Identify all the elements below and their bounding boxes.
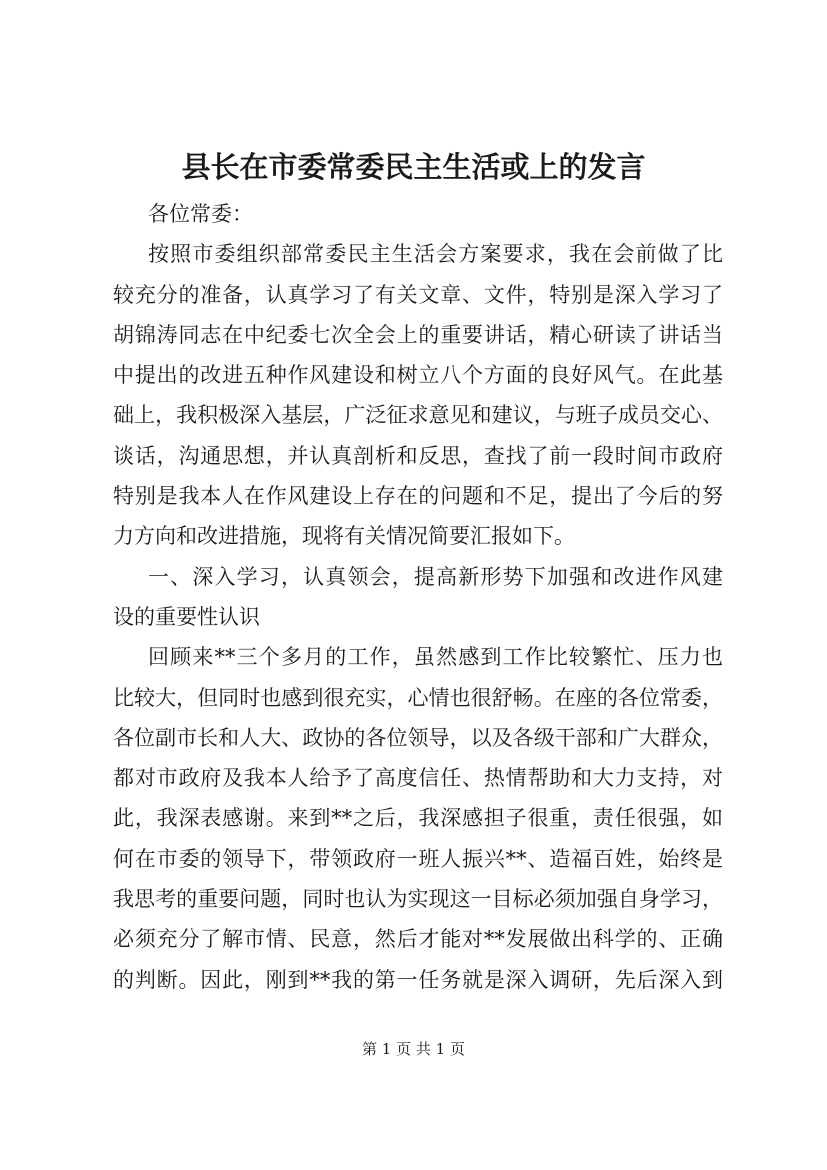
document-title: 县长在市委常委民主生活或上的发言 bbox=[181, 150, 646, 184]
body-line: 按照市委组织部常委民主生活会方案要求，我在会前做了比 bbox=[148, 242, 723, 267]
body-line: 比较大，但同时也感到很充实，心情也很舒畅。在座的各位常委， bbox=[113, 685, 723, 710]
body-line: 力方向和改进措施，现将有关情况简要汇报如下。 bbox=[113, 524, 575, 549]
body-line: 特别是我本人在作风建设上存在的问题和不足，提出了今后的努 bbox=[113, 484, 723, 509]
body-line: 中提出的改进五种作风建设和树立八个方面的良好风气。在此基 bbox=[113, 363, 723, 388]
body-line: 谈话，沟通思想，并认真剖析和反思，查找了前一段时间市政府 bbox=[113, 443, 723, 468]
body-line: 的判断。因此，刚到**我的第一任务就是深入调研，先后深入到 bbox=[113, 967, 723, 992]
body-line: 一、深入学习，认真领会，提高新形势下加强和改进作风建 bbox=[148, 564, 723, 589]
body-line: 必须充分了解市情、民意，然后才能对**发展做出科学的、正确 bbox=[113, 927, 723, 952]
body-line: 较充分的准备，认真学习了有关文章、文件，特别是深入学习了 bbox=[113, 282, 723, 307]
body-line: 回顾来**三个多月的工作，虽然感到工作比较繁忙、压力也 bbox=[148, 645, 723, 670]
document-body bbox=[113, 194, 723, 1000]
body-line: 胡锦涛同志在中纪委七次全会上的重要讲话，精心研读了讲话当 bbox=[113, 322, 723, 347]
body-line: 此，我深表感谢。来到**之后，我深感担子很重，责任很强，如 bbox=[113, 806, 723, 831]
body-line: 何在市委的领导下，带领政府一班人振兴**、造福百姓，始终是 bbox=[113, 846, 723, 871]
body-line: 设的重要性认识 bbox=[113, 604, 260, 629]
body-line: 各位副市长和人大、政协的各位领导，以及各级干部和广大群众， bbox=[113, 725, 723, 750]
body-line: 各位常委： bbox=[148, 202, 253, 226]
page-number-footer: 第 1 页 共 1 页 bbox=[362, 1040, 465, 1058]
body-line: 础上，我积极深入基层，广泛征求意见和建议，与班子成员交心、 bbox=[113, 403, 723, 428]
body-line: 都对市政府及我本人给予了高度信任、热情帮助和大力支持，对 bbox=[113, 766, 723, 791]
body-line: 我思考的重要问题，同时也认为实现这一目标必须加强自身学习， bbox=[113, 887, 723, 912]
